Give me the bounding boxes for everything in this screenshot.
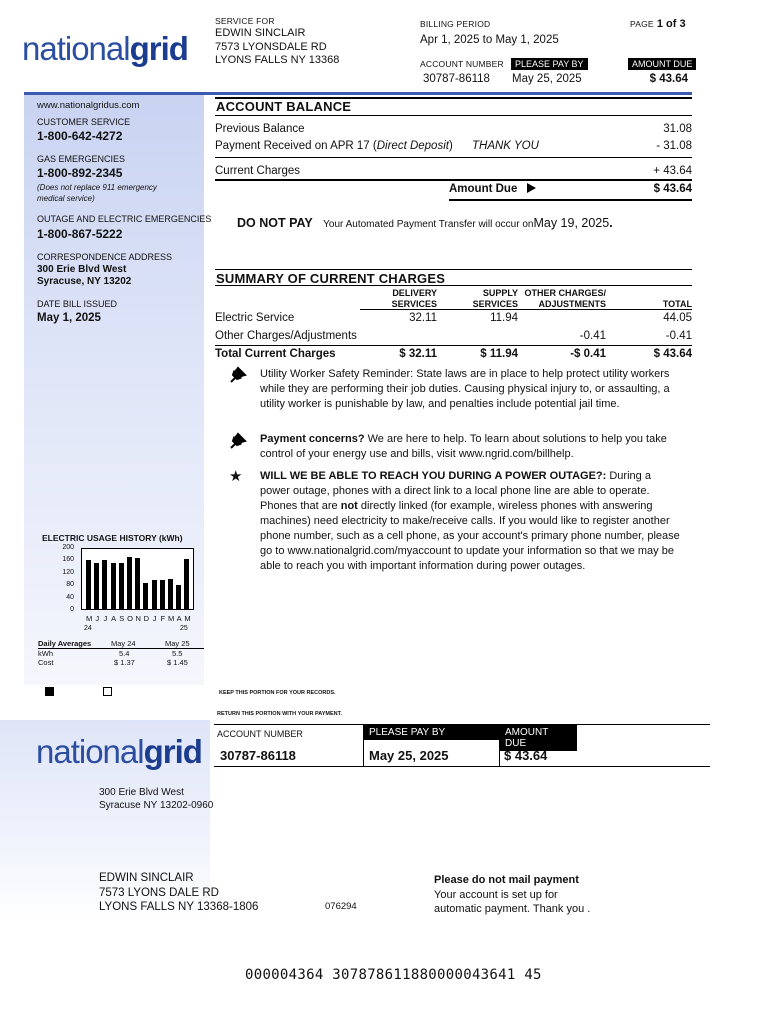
auto-payment-period: . [609,216,613,230]
mailing-line-2: LYONS FALLS NY 13368-1806 [99,901,259,913]
usage-bar [94,563,99,610]
month-tick-label: J [103,614,108,623]
address-line-2: LYONS FALLS NY 13368 [215,54,340,66]
col-delivery-header [360,288,437,310]
do-not-pay-text: DO NOT PAY [237,216,313,230]
pushpin-icon [228,432,248,450]
star-icon: ★ [229,468,243,485]
stub-bottom-rule [214,766,710,767]
customer-name: EDWIN SINCLAIR [215,27,306,39]
amount-due-row-label [449,183,536,195]
daily-avg-col-2: May 25 [165,639,190,648]
month-tick-label: M [168,614,175,623]
col-supply-line-2: SERVICES [472,299,518,309]
keep-portion-text: KEEP THIS PORTION FOR YOUR RECORDS. [219,690,336,696]
row-other-total: -0.41 [665,330,692,342]
empty-square-marker [103,687,112,696]
pushpin-icon [228,366,248,384]
stub-pay-by-label: PLEASE PAY BY [364,725,499,740]
year-label-end: 25 [180,625,188,632]
row-electric-delivery: 32.11 [409,312,437,324]
kwh-value-1: 5.4 [119,649,130,658]
current-charges-rule [215,179,692,181]
month-tick-label: A [176,614,182,623]
month-tick-label: J [152,614,157,623]
customer-service-label: CUSTOMER SERVICE [37,117,131,127]
month-tick-label: O [127,614,133,623]
amount-due-underline [449,199,692,201]
summary-header-rule [360,309,692,310]
correspondence-label: CORRESPONDENCE ADDRESS [37,252,173,262]
month-tick-label: N [135,614,141,623]
month-tick-label: J [95,614,100,623]
summary-top-rule [215,269,692,270]
col-delivery-line-1: DELIVERY [392,288,437,298]
daily-avg-col-1: May 24 [111,639,136,648]
payment-received-value: - 31.08 [656,140,692,152]
gas-note [37,182,157,204]
row-total-total: $ 43.64 [653,348,692,360]
row-other-label: Other Charges/Adjustments [215,330,357,342]
correspondence-line-2: Syracuse, NY 13202 [37,276,132,287]
correspondence-address [37,264,131,288]
address-line-1: 7573 LYONSDALE RD [215,40,327,53]
usage-bar [127,557,132,610]
cost-value-1: $ 1.37 [114,658,135,667]
year-label-start: 24 [84,625,92,632]
date-issued-label: DATE BILL ISSUED [37,299,118,309]
account-balance-title: ACCOUNT BALANCE [216,99,352,114]
page-indicator [630,18,686,30]
mailing-line-1: 7573 LYONS DALE RD [99,886,219,899]
no-mail-notice [434,873,590,917]
col-delivery-line-2: SERVICES [391,299,437,309]
correspondence-line-1: 300 Erie Blvd West [37,264,127,275]
summary-title-rule [215,285,692,286]
mailing-name: EDWIN SINCLAIR [99,872,194,884]
billing-period: Apr 1, 2025 to May 1, 2025 [420,34,559,46]
col-other-line-2: ADJUSTMENTS [538,299,606,309]
message-power-outage [260,469,680,574]
pay-by-label: PLEASE PAY BY [511,58,588,70]
gas-note-line-1: (Does not replace 911 emergency [37,183,157,192]
payment-label-c: ) [448,140,453,152]
usage-bar [143,583,148,610]
month-tick-label: M [86,614,93,623]
return-address-line-2: Syracuse NY 13202-0960 [99,800,214,811]
row-electric-supply: 11.94 [490,312,518,324]
usage-bar [119,563,124,610]
account-number-label: ACCOUNT NUMBER [420,59,504,69]
col-total-header: TOTAL [662,299,692,309]
y-tick-label: 40 [66,593,74,601]
y-tick-label: 0 [70,606,74,613]
gas-emergencies-label: GAS EMERGENCIES [37,154,126,164]
row-electric-label: Electric Service [215,312,295,324]
account-number: 30787-86118 [423,73,490,85]
stub-account-label: ACCOUNT NUMBER [217,729,303,739]
usage-bar [86,560,91,610]
do-not-pay-notice [237,214,613,232]
row-other-other: -0.41 [579,330,606,342]
outage-phone: 1-800-867-5222 [37,227,123,241]
outage-label: OUTAGE AND ELECTRIC EMERGENCIES [37,214,212,224]
row-total-supply: $ 11.94 [480,348,518,360]
return-address-line-1: 300 Erie Blvd West [99,787,184,798]
amount-due-text: Amount Due [449,183,518,195]
return-portion-text: RETURN THIS PORTION WITH YOUR PAYMENT. [217,711,342,717]
message-safety-reminder: Utility Worker Safety Reminder: State laws are in place to help protect utility workers while they are performing their job duties. Causing physical injury to, or assaulting, a utility worker is punishable by law, and penalties include potential jail time. [260,368,670,410]
arrow-right-icon [527,183,536,193]
daily-averages-label: Daily Averages [38,639,92,648]
y-tick-label: 160 [62,556,74,564]
ocr-scanline: 000004364 307878611880000043641 45 [245,967,542,983]
page-label: PAGE [630,19,654,29]
stub-account-number: 30787-86118 [220,748,296,763]
cost-label: Cost [38,658,54,667]
month-tick-label: S [119,614,125,623]
date-issued: May 1, 2025 [37,312,101,324]
y-tick-label: 80 [66,581,74,589]
balance-mid-rule [215,157,692,158]
power-outage-not: not [340,500,358,512]
pay-by-date: May 25, 2025 [512,73,582,85]
month-tick-label: M [184,614,191,623]
stub-amount-due: $ 43.64 [504,748,548,763]
amount-due: $ 43.64 [649,73,688,85]
no-mail-line-2: automatic payment. Thank you . [434,903,591,915]
previous-balance-label: Previous Balance [215,123,305,135]
amount-due-row-value: $ 43.64 [653,183,692,195]
auto-payment-date: May 19, 2025 [533,216,610,230]
month-tick-label: D [143,614,150,623]
usage-bar [176,585,181,610]
customer-mailing-address [99,871,258,915]
billing-period-label: BILLING PERIOD [420,19,491,29]
stub-amount-label: AMOUNT DUE [500,725,577,751]
usage-bar [160,580,165,610]
col-supply-line-1: SUPPLY [482,288,518,298]
row-total-other: -$ 0.41 [570,348,606,360]
nationalgrid-logo: nationalgrid [22,30,188,67]
filled-square-marker [45,687,54,696]
row-electric-total: 44.05 [663,312,692,324]
chart-title: ELECTRIC USAGE HISTORY (kWh) [42,533,183,543]
website-link[interactable]: www.nationalgridus.com [37,100,140,111]
row-total-label: Total Current Charges [215,348,336,360]
payment-concerns-text: We are here to help. To learn about solutions to help you take control of your energy use and bills, visit www.ngrid.com/billhelp. [260,433,667,460]
cost-value-2: $ 1.45 [167,658,188,667]
month-tick-label: A [111,614,117,623]
previous-balance-value: 31.08 [663,123,692,135]
mailing-code: 076294 [325,901,357,912]
row-total-delivery: $ 32.11 [399,348,437,360]
thank-you-text: THANK YOU [472,140,539,152]
power-outage-text-a: During a power outage, phones with a direct link to a local phone line are able to operate. Phones that are [260,470,651,512]
gas-emergencies-phone: 1-800-892-2345 [37,166,123,180]
message-payment-concerns [260,432,680,462]
power-outage-text-b: directly linked (for example, wireless phones with answering machines) need electricity to make/receive calls. If you would like to register another phone number, such as a cell phone, as your account's primary phone number, please go to www.nationalgrid.com/myaccount to update your information so that we may be able to reach you with important information during power outages. [260,500,680,572]
kwh-value-2: 5.5 [172,649,183,658]
usage-bar [102,560,107,610]
balance-title-rule [215,115,692,116]
payment-received-label [215,140,453,152]
current-charges-label: Current Charges [215,165,301,177]
y-tick-label: 200 [62,544,74,551]
kwh-label: kWh [38,649,53,658]
no-mail-heading: Please do not mail payment [434,874,579,886]
summary-total-rule [215,345,692,346]
summary-title: SUMMARY OF CURRENT CHARGES [216,271,446,286]
y-tick-label: 120 [62,568,74,576]
gas-note-line-2: medical service) [37,194,95,203]
col-supply-header [440,288,518,310]
service-for-label: SERVICE FOR [215,16,275,26]
service-address [215,27,339,68]
nationalgrid-logo-stub: nationalgrid [36,733,202,770]
customer-service-phone: 1-800-642-4272 [37,129,123,143]
payment-method: Direct Deposit [376,140,449,152]
month-tick-label: F [160,614,166,623]
stub-pay-by-date: May 25, 2025 [369,748,449,763]
usage-bar [152,580,157,610]
power-outage-heading: WILL WE BE ABLE TO REACH YOU DURING A POWER OUTAGE?: [260,470,607,482]
usage-bar [135,558,140,610]
payment-concerns-heading: Payment concerns? [260,433,365,445]
header-divider [24,92,692,95]
return-address [99,786,213,812]
col-other-line-1: OTHER CHARGES/ [524,288,606,298]
no-mail-line-1: Your account is set up for [434,888,558,901]
current-charges-value: + 43.64 [653,165,692,177]
payment-label-a: Payment Received on APR 17 ( [215,140,377,152]
page-value: 1 of 3 [656,18,686,30]
auto-payment-text: Your Automated Payment Transfer will occur on [323,219,534,230]
col-other-header [510,288,606,310]
usage-bar [168,579,173,610]
usage-bar [111,563,116,610]
amount-due-label: AMOUNT DUE [628,58,696,70]
usage-bar [184,559,189,610]
